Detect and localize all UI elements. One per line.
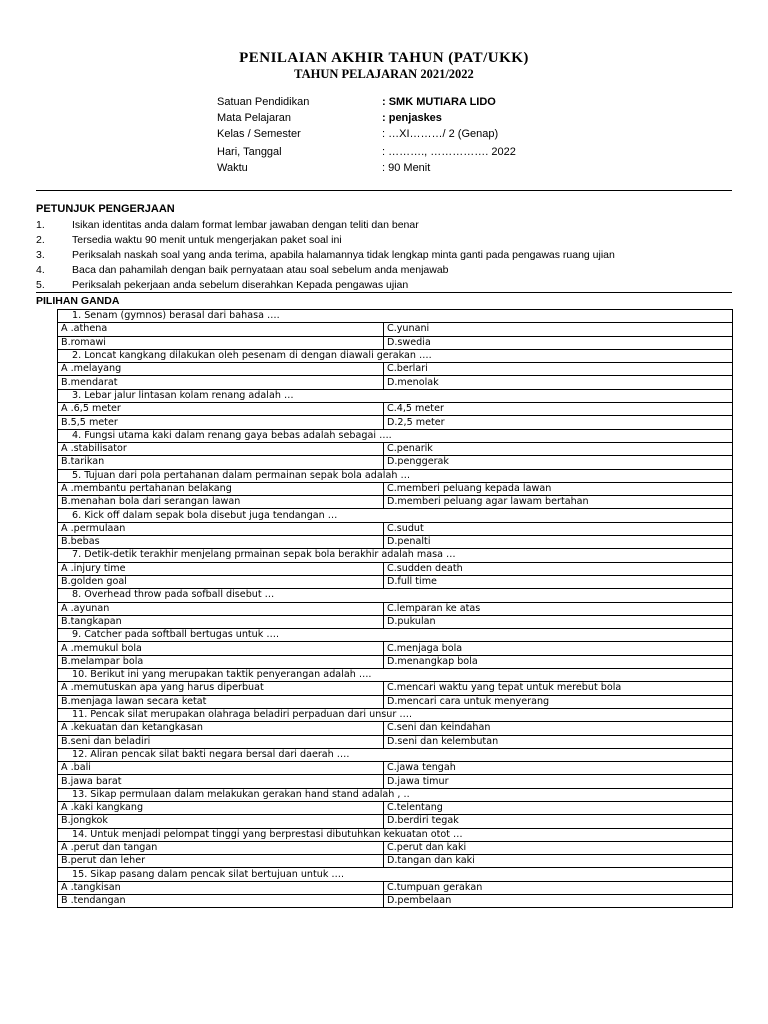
option-c: C.memberi peluang kepada lawan [384, 482, 733, 495]
option-c: C.sudden death [384, 562, 733, 575]
document-subtitle: TAHUN PELAJARAN 2021/2022 [294, 67, 474, 81]
option-row [58, 722, 733, 735]
option-d: D.2,5 meter [384, 416, 733, 429]
option-row [58, 642, 733, 655]
option-a: A .memutuskan apa yang harus diperbuat [58, 682, 384, 695]
info-value: : 90 Menit [382, 162, 431, 174]
option-c: C.lemparan ke atas [384, 602, 733, 615]
option-d: D.memberi peluang agar lawam bertahan [384, 496, 733, 509]
option-b: B.mendarat [58, 376, 384, 389]
option-b: B.bebas [58, 536, 384, 549]
option-c: C.penarik [384, 442, 733, 455]
info-label: Satuan Pendidikan [217, 96, 310, 108]
option-a: A .melayang [58, 363, 384, 376]
option-a: A .kaki kangkang [58, 801, 384, 814]
question-text: 15. Sikap pasang dalam pencak silat bertujuan untuk …. [58, 868, 733, 881]
info-label: Hari, Tanggal [217, 146, 282, 158]
option-d: D.mencari cara untuk menyerang [384, 695, 733, 708]
question-row [58, 469, 733, 482]
question-row [58, 310, 733, 323]
instruction-text: Periksalah naskah soal yang anda terima, apabila halamannya tidak lengkap minta ganti pada pengawas ruang ujian [72, 249, 615, 261]
option-row [58, 416, 733, 429]
option-row [58, 363, 733, 376]
question-row [58, 349, 733, 362]
option-c: C.sudut [384, 522, 733, 535]
question-row [58, 708, 733, 721]
question-text: 8. Overhead throw pada sofball disebut … [58, 589, 733, 602]
question-row [58, 509, 733, 522]
instruction-number: 4. [36, 264, 45, 276]
question-row [58, 868, 733, 881]
option-row [58, 496, 733, 509]
option-d: D.swedia [384, 336, 733, 349]
option-a: A .tangkisan [58, 881, 384, 894]
option-b: B.tarikan [58, 456, 384, 469]
questions-table [57, 309, 733, 908]
option-row [58, 855, 733, 868]
question-row [58, 748, 733, 761]
question-row [58, 828, 733, 841]
option-row [58, 403, 733, 416]
document-title: PENILAIAN AKHIR TAHUN (PAT/UKK) [239, 50, 529, 66]
option-d: D.pukulan [384, 615, 733, 628]
option-row [58, 323, 733, 336]
option-b: B.5,5 meter [58, 416, 384, 429]
question-text: 13. Sikap permulaan dalam melakukan gerakan hand stand adalah , .. [58, 788, 733, 801]
option-row [58, 762, 733, 775]
option-c: C.perut dan kaki [384, 841, 733, 854]
info-label: Waktu [217, 162, 248, 174]
question-row [58, 389, 733, 402]
question-text: 9. Catcher pada softball bertugas untuk …. [58, 629, 733, 642]
info-value: : SMK MUTIARA LIDO [382, 96, 496, 108]
option-b: B.menjaga lawan secara ketat [58, 695, 384, 708]
option-row [58, 615, 733, 628]
option-row [58, 881, 733, 894]
instructions-heading: PETUNJUK PENGERJAAN [36, 203, 175, 215]
option-b: B.romawi [58, 336, 384, 349]
option-d: D.pembelaan [384, 895, 733, 908]
option-row [58, 575, 733, 588]
section-title: PILIHAN GANDA [36, 295, 120, 307]
question-text: 2. Loncat kangkang dilakukan oleh pesenam di dengan diawali gerakan …. [58, 349, 733, 362]
question-text: 11. Pencak silat merupakan olahraga beladiri perpaduan dari unsur …. [58, 708, 733, 721]
option-a: A .injury time [58, 562, 384, 575]
option-row [58, 442, 733, 455]
option-b: B.perut dan leher [58, 855, 384, 868]
info-label: Mata Pelajaran [217, 112, 291, 124]
option-row [58, 841, 733, 854]
option-c: C.seni dan keindahan [384, 722, 733, 735]
instruction-text: Isikan identitas anda dalam format lembar jawaban dengan teliti dan benar [72, 219, 419, 231]
option-c: C.mencari waktu yang tepat untuk merebut bola [384, 682, 733, 695]
questions-body [58, 310, 733, 908]
question-row [58, 589, 733, 602]
option-d: D.menolak [384, 376, 733, 389]
question-text: 6. Kick off dalam sepak bola disebut juga tendangan … [58, 509, 733, 522]
option-c: C.menjaga bola [384, 642, 733, 655]
option-d: D.penggerak [384, 456, 733, 469]
info-value: : ………., ……………. 2022 [382, 146, 516, 158]
option-d: D.menangkap bola [384, 655, 733, 668]
option-row [58, 801, 733, 814]
option-c: C.yunani [384, 323, 733, 336]
option-b: B .tendangan [58, 895, 384, 908]
option-b: B.melampar bola [58, 655, 384, 668]
question-row [58, 549, 733, 562]
option-d: D.tangan dan kaki [384, 855, 733, 868]
instruction-number: 2. [36, 234, 45, 246]
option-c: C.tumpuan gerakan [384, 881, 733, 894]
question-row [58, 429, 733, 442]
option-row [58, 775, 733, 788]
instruction-text: Baca dan pahamilah dengan baik pernyataan atau soal sebelum anda menjawab [72, 264, 449, 276]
option-d: D.penalti [384, 536, 733, 549]
option-b: B.golden goal [58, 575, 384, 588]
question-text: 10. Berikut ini yang merupakan taktik penyerangan adalah …. [58, 669, 733, 682]
option-row [58, 482, 733, 495]
option-b: B.menahan bola dari serangan lawan [58, 496, 384, 509]
instruction-text: Periksalah pekerjaan anda sebelum diserahkan Kepada pengawas ujian [72, 279, 409, 291]
option-c: C.berlari [384, 363, 733, 376]
option-row [58, 562, 733, 575]
option-d: D.jawa timur [384, 775, 733, 788]
instruction-number: 5. [36, 279, 45, 291]
option-row [58, 536, 733, 549]
question-text: 5. Tujuan dari pola pertahanan dalam permainan sepak bola adalah … [58, 469, 733, 482]
question-text: 12. Aliran pencak silat bakti negara bersal dari daerah …. [58, 748, 733, 761]
option-row [58, 815, 733, 828]
option-c: C.telentang [384, 801, 733, 814]
question-row [58, 629, 733, 642]
option-b: B.seni dan beladiri [58, 735, 384, 748]
question-row [58, 669, 733, 682]
option-a: A .kekuatan dan ketangkasan [58, 722, 384, 735]
question-text: 1. Senam (gymnos) berasal dari bahasa …. [58, 310, 733, 323]
option-c: C.4,5 meter [384, 403, 733, 416]
instruction-number: 1. [36, 219, 45, 231]
option-row [58, 735, 733, 748]
option-d: D.full time [384, 575, 733, 588]
option-a: A .6,5 meter [58, 403, 384, 416]
option-a: A .athena [58, 323, 384, 336]
question-text: 3. Lebar jalur lintasan kolam renang adalah … [58, 389, 733, 402]
question-text: 4. Fungsi utama kaki dalam renang gaya bebas adalah sebagai …. [58, 429, 733, 442]
option-b: B.tangkapan [58, 615, 384, 628]
option-row [58, 655, 733, 668]
info-value: : …XI………/ 2 (Genap) [382, 128, 499, 140]
instruction-number: 3. [36, 249, 45, 261]
divider [36, 292, 732, 293]
option-row [58, 602, 733, 615]
option-d: D.seni dan kelembutan [384, 735, 733, 748]
option-d: D.berdiri tegak [384, 815, 733, 828]
question-row [58, 788, 733, 801]
option-a: A .ayunan [58, 602, 384, 615]
question-text: 14. Untuk menjadi pelompat tinggi yang berprestasi dibutuhkan kekuatan otot … [58, 828, 733, 841]
option-row [58, 456, 733, 469]
divider [36, 190, 732, 191]
option-a: A .perut dan tangan [58, 841, 384, 854]
info-value: : penjaskes [382, 112, 442, 124]
option-c: C.jawa tengah [384, 762, 733, 775]
info-label: Kelas / Semester [217, 128, 301, 140]
option-row [58, 695, 733, 708]
option-a: A .stabilisator [58, 442, 384, 455]
option-a: A .permulaan [58, 522, 384, 535]
option-row [58, 895, 733, 908]
option-row [58, 336, 733, 349]
instruction-text: Tersedia waktu 90 menit untuk mengerjakan paket soal ini [72, 234, 342, 246]
option-row [58, 522, 733, 535]
option-a: A .membantu pertahanan belakang [58, 482, 384, 495]
option-a: A .bali [58, 762, 384, 775]
question-text: 7. Detik-detik terakhir menjelang prmainan sepak bola berakhir adalah masa … [58, 549, 733, 562]
option-b: B.jongkok [58, 815, 384, 828]
option-b: B.jawa barat [58, 775, 384, 788]
option-row [58, 682, 733, 695]
option-a: A .memukul bola [58, 642, 384, 655]
option-row [58, 376, 733, 389]
